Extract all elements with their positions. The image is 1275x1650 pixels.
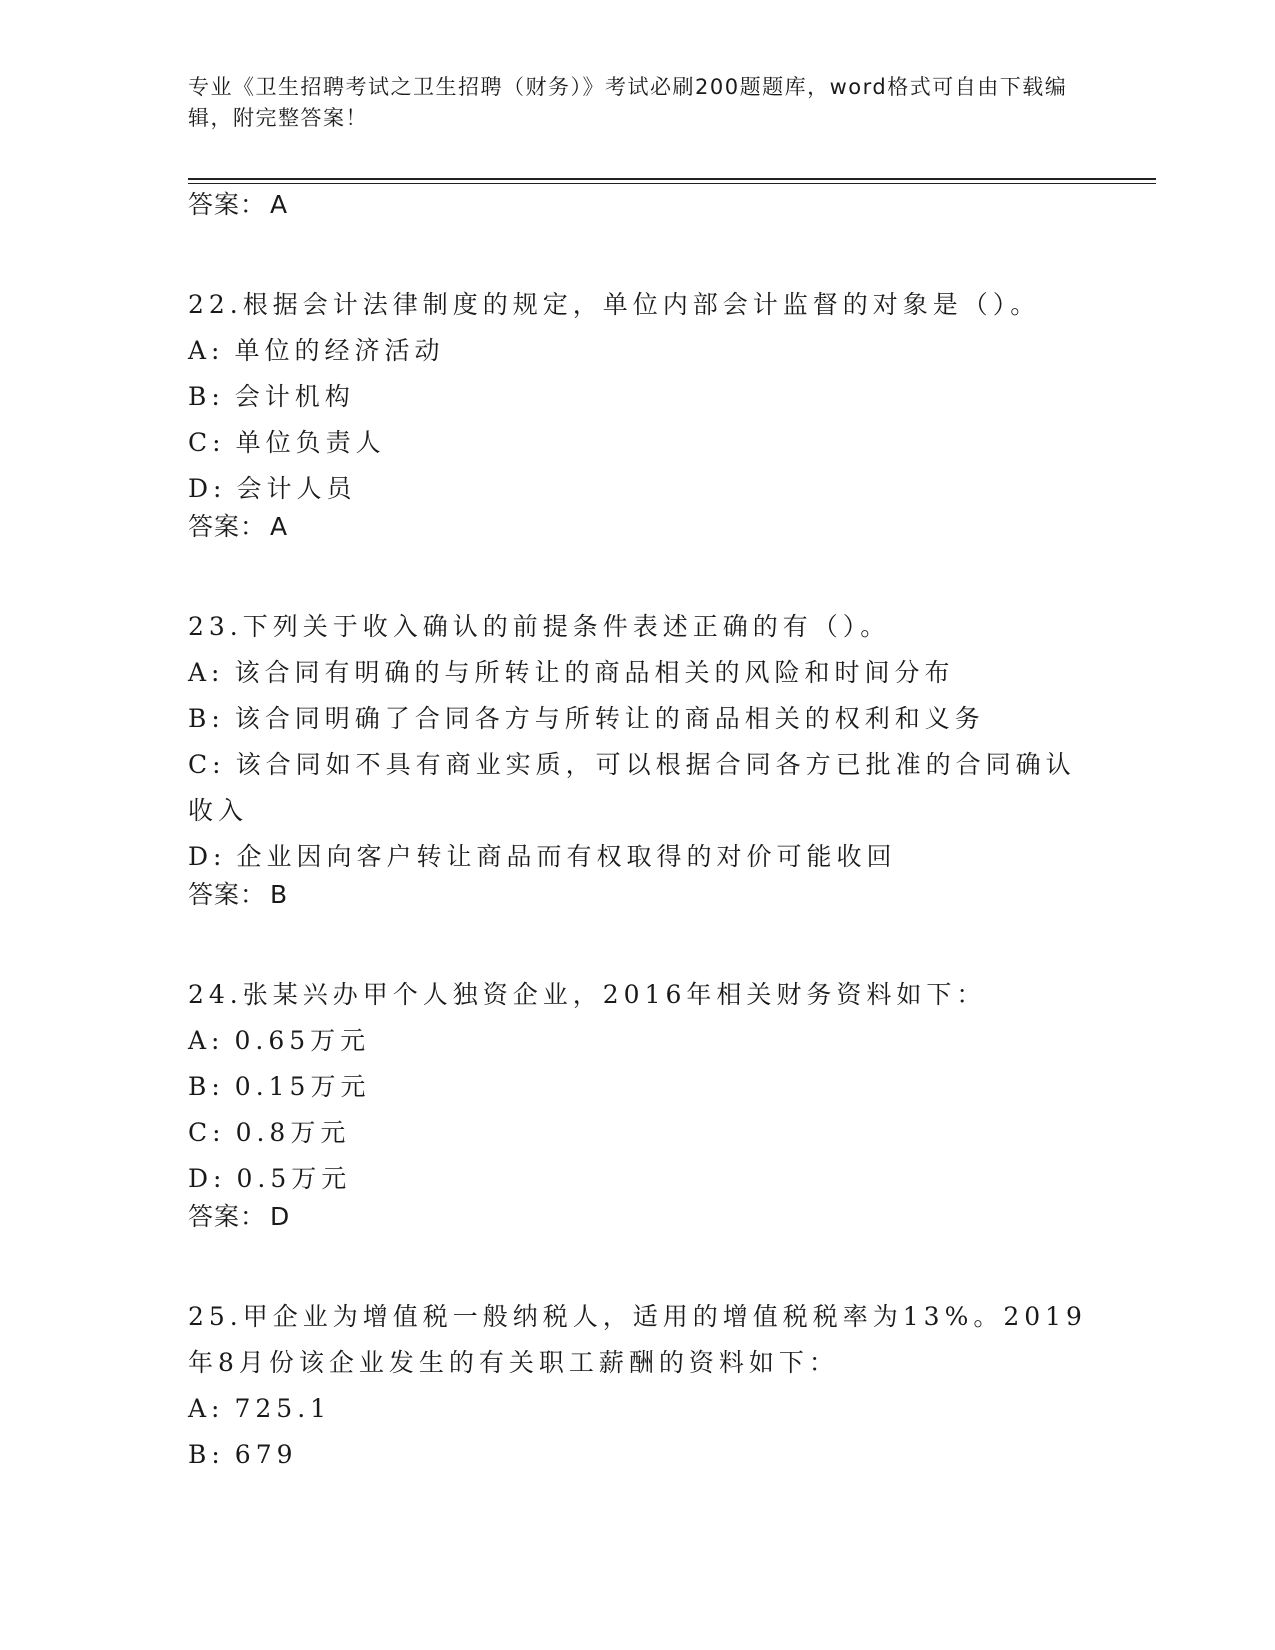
- option-key: A:: [188, 336, 225, 365]
- option-key: C:: [188, 1118, 226, 1147]
- question-block: [188, 604, 1088, 926]
- question-block: [188, 282, 1088, 558]
- option-line: [188, 1110, 1088, 1156]
- option-line: [188, 466, 1088, 512]
- option-text: 该合同有明确的与所转让的商品相关的风险和时间分布: [234, 658, 955, 687]
- option-text: 0.65万元: [234, 1026, 371, 1055]
- option-key: A:: [188, 1394, 225, 1423]
- option-line: [188, 834, 1088, 880]
- option-text: 0.15万元: [234, 1072, 371, 1101]
- question-stem: 23.下列关于收入确认的前提条件表述正确的有（）。: [188, 612, 891, 641]
- option-line: [188, 420, 1088, 466]
- option-key: B:: [188, 1440, 225, 1469]
- option-key: C:: [188, 428, 226, 457]
- option-text: 该合同如不具有商业实质，可以根据合同各方已批准的合同确认收入: [188, 750, 1076, 825]
- option-line: [188, 1064, 1088, 1110]
- question-list: [188, 190, 1088, 1478]
- option-text: 单位的经济活动: [234, 336, 445, 365]
- answer-value: A: [270, 190, 289, 219]
- question-block: [188, 1294, 1088, 1478]
- option-key: B:: [188, 382, 225, 411]
- answer-value: D: [270, 1202, 291, 1231]
- question-stem: 24.张某兴办甲个人独资企业，2016年相关财务资料如下：: [188, 980, 987, 1009]
- question-block: [188, 972, 1088, 1248]
- answer-line: [188, 190, 1088, 236]
- option-line: [188, 374, 1088, 420]
- option-line: [188, 1018, 1088, 1064]
- option-line: [188, 328, 1088, 374]
- spacer: [188, 558, 1088, 604]
- answer-label: 答案：: [188, 1202, 267, 1231]
- answer-line: [188, 512, 1088, 558]
- option-line: [188, 696, 1088, 742]
- option-key: D:: [188, 474, 227, 503]
- option-line: [188, 650, 1088, 696]
- option-line: [188, 1156, 1088, 1202]
- answer-label: 答案：: [188, 190, 267, 219]
- spacer: [188, 1248, 1088, 1294]
- option-key: B:: [188, 1072, 225, 1101]
- option-line: [188, 1432, 1088, 1478]
- page-header: 专业《卫生招聘考试之卫生招聘（财务）》考试必刷200题题库，word格式可自由下载编辑，附完整答案！: [188, 75, 1068, 130]
- option-key: A:: [188, 1026, 225, 1055]
- option-text: 企业因向客户转让商品而有权取得的对价可能收回: [236, 842, 897, 871]
- question-stem: 25.甲企业为增值税一般纳税人，适用的增值税税率为13%。2019年8月份该企业发生的有关职工薪酬的资料如下：: [188, 1302, 1087, 1377]
- answer-value: B: [270, 880, 289, 909]
- option-key: A:: [188, 658, 225, 687]
- answer-value: A: [270, 512, 289, 541]
- option-text: 0.8万元: [235, 1118, 351, 1147]
- option-text: 单位负责人: [235, 428, 386, 457]
- option-key: D:: [188, 1164, 227, 1193]
- option-key: C:: [188, 750, 226, 779]
- option-text: 该合同明确了合同各方与所转让的商品相关的权利和义务: [234, 704, 985, 733]
- option-key: D:: [188, 842, 227, 871]
- answer-label: 答案：: [188, 880, 267, 909]
- option-line: [188, 742, 1088, 834]
- option-text: 会计机构: [234, 382, 355, 411]
- option-text: 0.5万元: [236, 1164, 352, 1193]
- option-text: 725.1: [234, 1394, 332, 1423]
- answer-label: 答案：: [188, 512, 267, 541]
- answer-line: [188, 880, 1088, 926]
- question-stem: 22.根据会计法律制度的规定，单位内部会计监督的对象是（）。: [188, 290, 1041, 319]
- spacer: [188, 236, 1088, 282]
- spacer: [188, 926, 1088, 972]
- option-text: 会计人员: [236, 474, 357, 503]
- option-line: [188, 1386, 1088, 1432]
- option-key: B:: [188, 704, 225, 733]
- header-divider: [188, 178, 1156, 184]
- answer-line: [188, 1202, 1088, 1248]
- option-text: 679: [234, 1440, 298, 1469]
